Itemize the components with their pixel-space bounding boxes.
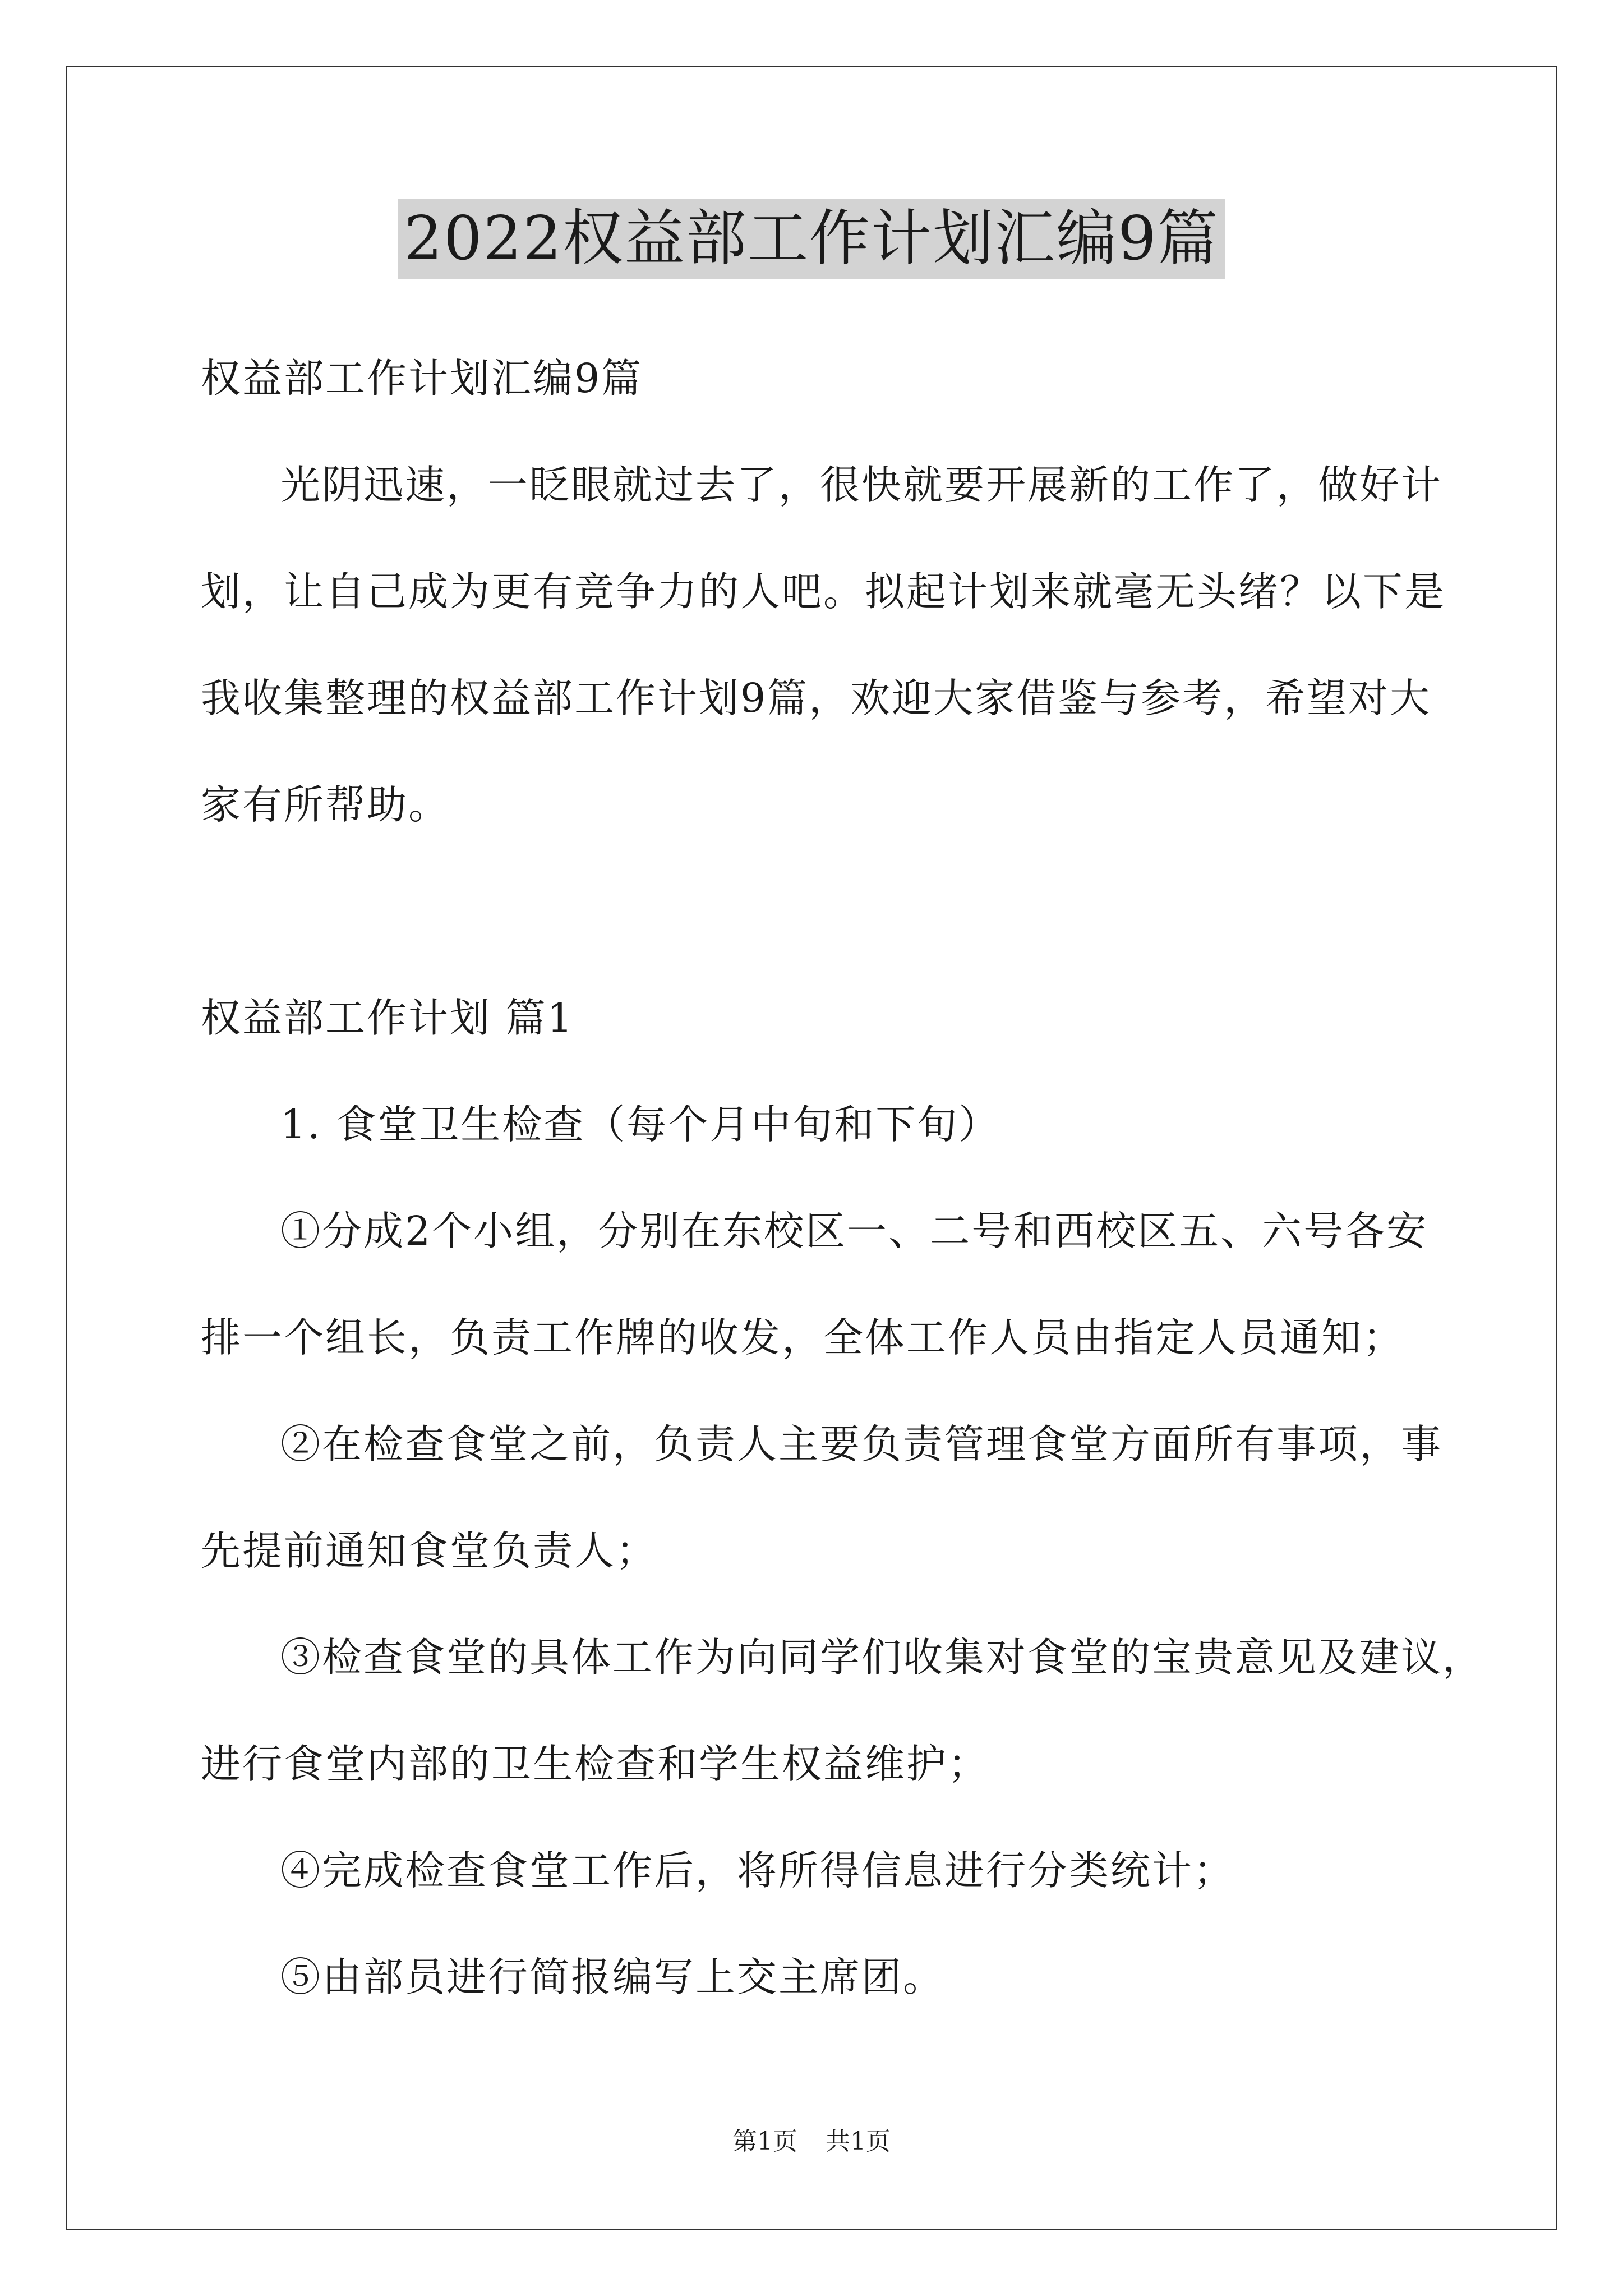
document-title: 2022权益部工作计划汇编9篇 [398, 199, 1225, 279]
intro-line: 划，让自己成为更有竞争力的人吧。拟起计划来就毫无头绪？以下是 [201, 568, 1446, 615]
intro-line: 我收集整理的权益部工作计划9篇，欢迎大家借鉴与参考，希望对大 [201, 675, 1432, 721]
body-line: 先提前通知食堂负责人； [201, 1527, 658, 1574]
body-line: ①分成2个小组，分别在东校区一、二号和西校区五、六号各安 [280, 1208, 1428, 1254]
item-heading: 1. 食堂卫生检查（每个月中旬和下旬） [280, 1101, 1000, 1148]
body-line: ③检查食堂的具体工作为向同学们收集对食堂的宝贵意见及建议， [280, 1634, 1484, 1681]
intro-line: 光阴迅速，一眨眼就过去了，很快就要开展新的工作了，做好计 [280, 462, 1443, 508]
body-line: ④完成检查食堂工作后，将所得信息进行分类统计； [280, 1847, 1235, 1894]
page-number: 第1页 [732, 2127, 797, 2156]
body-line: 进行食堂内部的卫生检查和学生权益维护； [201, 1741, 990, 1787]
section-heading: 权益部工作计划 篇1 [201, 995, 574, 1041]
intro-line: 家有所帮助。 [201, 781, 450, 828]
page-total: 共1页 [826, 2127, 891, 2156]
body-line: ②在检查食堂之前，负责人主要负责管理食堂方面所有事项，事 [280, 1421, 1443, 1467]
body-line: 排一个组长，负责工作牌的收发，全体工作人员由指定人员通知； [201, 1314, 1405, 1361]
body-line: ⑤由部员进行简报编写上交主席团。 [280, 1954, 945, 2000]
title-container [0, 199, 1623, 279]
page-footer [0, 2126, 1623, 2157]
document-subtitle: 权益部工作计划汇编9篇 [201, 355, 643, 402]
